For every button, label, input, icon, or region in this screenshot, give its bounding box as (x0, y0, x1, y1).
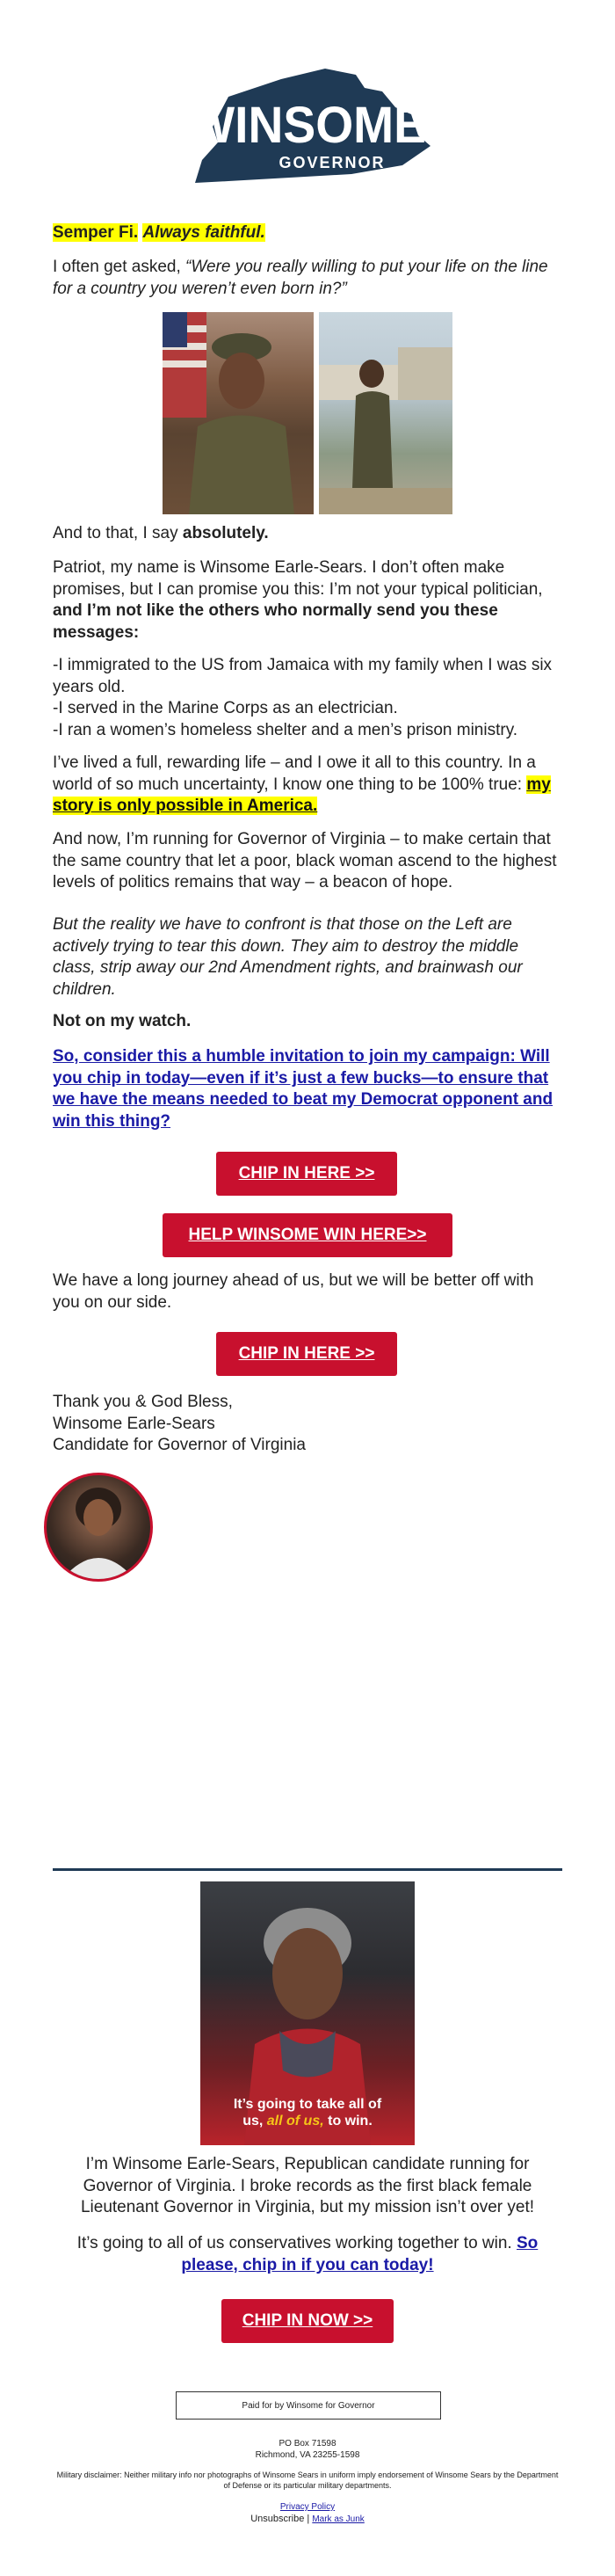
bullet-item: -I served in the Marine Corps as an electrician. (53, 699, 398, 718)
bullet-item: -I ran a women’s homeless shelter and a men’s prison ministry. (53, 721, 518, 740)
campaign-video-thumbnail[interactable] (200, 1881, 415, 2145)
reality-paragraph: But the reality we have to confront is that those on the Left are actively trying to tear this down. They aim to destroy the middle class, strip away our 2nd Amendment rights, and brainwash our children. (53, 915, 523, 1000)
patriot-bold-text: and I’m not like the others who normally send you these messages: (53, 601, 498, 643)
chip-in-button[interactable]: CHIP IN HERE >> (216, 1152, 397, 1196)
privacy-line (53, 2501, 562, 2513)
journey-paragraph: We have a long journey ahead of us, but we will be better off with you on our side. (53, 1271, 534, 1312)
marine-portrait-photo (163, 312, 314, 514)
logo-name-text: WINSOME (189, 97, 426, 154)
unsubscribe-link[interactable]: Unsubscribe (250, 2514, 305, 2524)
asked-paragraph (53, 257, 562, 300)
po-box: PO Box 71598 (279, 2439, 336, 2449)
privacy-policy-link[interactable]: Privacy Policy (279, 2502, 336, 2512)
paid-for-box (176, 2391, 441, 2420)
semper-fi-line (53, 222, 562, 244)
together-paragraph (53, 2233, 562, 2276)
full-life-text: I’ve lived a full, rewarding life – and I owe it all to this country. In a world of so much uncertainty, I know one thing to be 100% true: (53, 753, 536, 794)
invite-paragraph (53, 1046, 562, 1133)
running-paragraph: And now, I’m running for Governor of Virginia – to make certain that the same country that let a poor, black woman ascend to the highest levels of politics remains that way – a beacon of hope. (53, 830, 557, 892)
invite-donate-link[interactable]: So, consider this a humble invitation to join my campaign: Will you chip in today—even if it’s just a few bucks—to ensure that we have the means needed to beat my Democrat opponent and win this thing? (53, 1047, 554, 1132)
patriot-text: Patriot, my name is Winsome Earle-Sears. I don’t often make promises, but I can promise you this: I’m not your typical politician, (53, 558, 543, 599)
signoff-line: Thank you & God Bless, (53, 1393, 233, 1411)
military-photos (163, 312, 452, 514)
asked-quote: “Were you really willing to put your life on the line for a country you weren’t even born in?” (53, 258, 548, 298)
answer-text: And to that, I say (53, 524, 183, 542)
video-caption-us: us, (242, 2113, 267, 2128)
not-on-my-watch: Not on my watch. (53, 1012, 192, 1030)
chip-in-today-link[interactable]: So please, chip in if you can today! (181, 2234, 539, 2274)
winsome-governor-logo (176, 62, 439, 185)
military-disclaimer: Military disclaimer: Neither military info nor photographs of Winsome Sears in uniform imply endorsement of Winsome Sears by the Department of Defense or its particular military departments. (56, 2470, 559, 2490)
chip-in-now-button[interactable]: CHIP IN NOW >> (221, 2299, 394, 2343)
logo-sub-text: GOVERNOR (279, 154, 386, 171)
together-text: It’s going to all of us conservatives working together to win. (76, 2234, 517, 2252)
always-faithful-label: Always faithful. (142, 223, 265, 242)
mark-as-junk-link[interactable]: Mark as Junk (312, 2514, 365, 2524)
marine-standing-photo (319, 312, 452, 514)
section-divider (53, 1868, 562, 1871)
footer-separator: | (304, 2514, 313, 2524)
bullet-list (53, 655, 562, 742)
candidate-avatar (44, 1473, 153, 1582)
absolutely-word: absolutely. (182, 524, 269, 542)
footer-address (53, 2438, 562, 2461)
signoff-block (53, 1392, 562, 1457)
patriot-paragraph (53, 557, 562, 644)
absolutely-paragraph (53, 523, 562, 545)
signoff-line: Winsome Earle-Sears (53, 1414, 215, 1433)
video-caption-to-win: to win. (323, 2113, 373, 2128)
video-caption (200, 2096, 415, 2129)
asked-text: I often get asked, (53, 258, 186, 276)
video-caption-all-of-us: all of us, (266, 2113, 324, 2128)
city-line: Richmond, VA 23255-1598 (255, 2450, 360, 2460)
help-winsome-win-button[interactable]: HELP WINSOME WIN HERE>> (163, 1213, 452, 1257)
america-story-link[interactable]: my story is only possible in America. (53, 775, 551, 816)
semper-fi-label: Semper Fi. (53, 223, 139, 242)
full-life-paragraph (53, 753, 562, 818)
bio-paragraph: I’m Winsome Earle-Sears, Republican candidate running for Governor of Virginia. I broke records as the first black female Lieutenant Governor in Virginia, but my mission isn’t over yet! (80, 2155, 535, 2217)
signoff-line: Candidate for Governor of Virginia (53, 1436, 306, 1455)
video-caption-line-1: It’s going to take all of (233, 2096, 382, 2112)
chip-in-button-2[interactable]: CHIP IN HERE >> (216, 1332, 397, 1376)
unsubscribe-line (53, 2513, 562, 2525)
paid-for-text: Paid for by Winsome for Governor (242, 2400, 375, 2411)
bullet-item: -I immigrated to the US from Jamaica with my family when I was six years old. (53, 656, 553, 696)
